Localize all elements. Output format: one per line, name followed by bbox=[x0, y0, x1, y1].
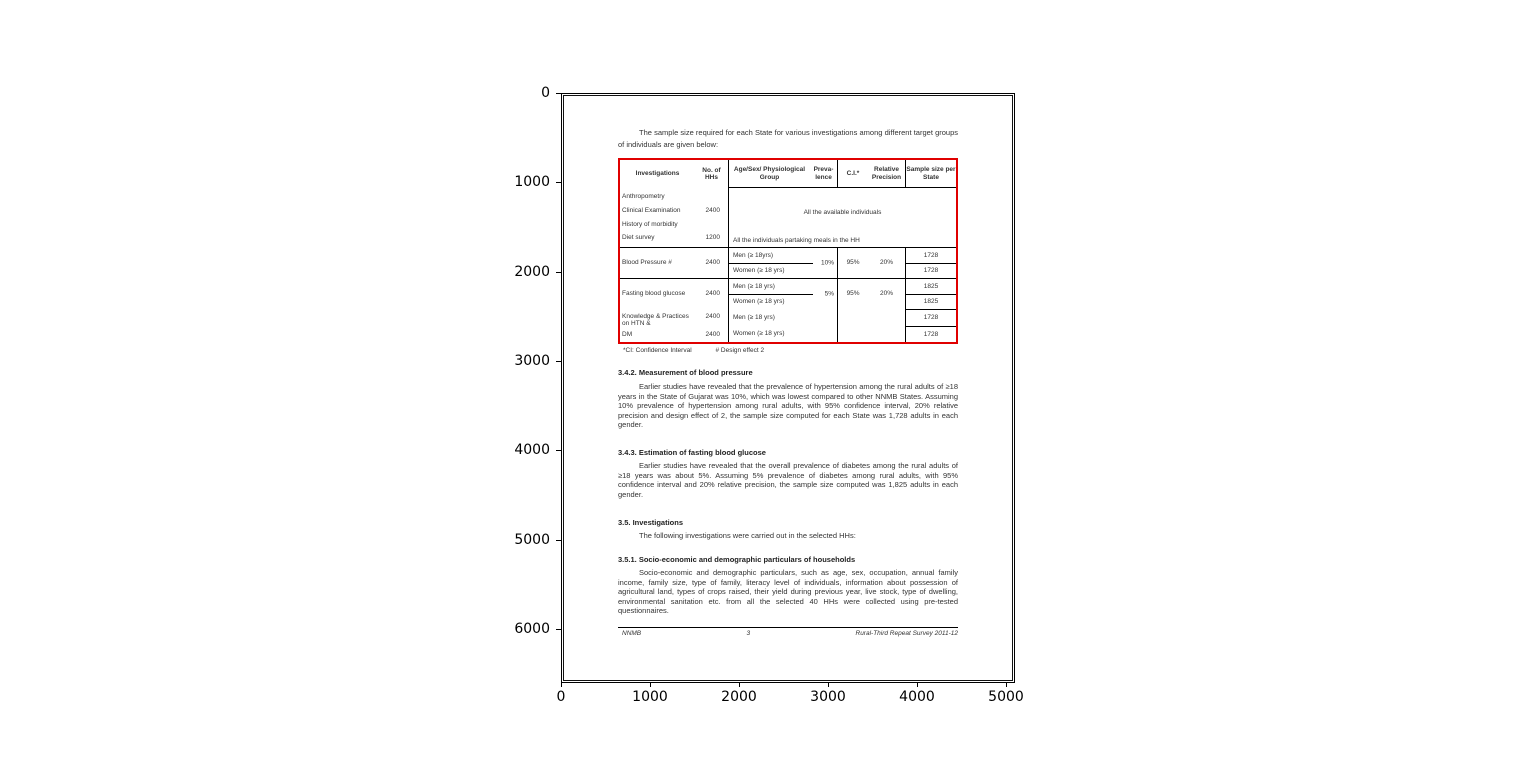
y-tick-label: 5000 bbox=[514, 532, 550, 548]
x-tick-label: 4000 bbox=[899, 689, 935, 705]
header-no-of-hhs: No. of HHs bbox=[702, 166, 721, 181]
x-tick-mark bbox=[917, 683, 918, 687]
men-label: Men (≥ 18 yrs) bbox=[733, 282, 775, 290]
section-body-3-4-2: Earlier studies have revealed that the prevalence of hypertension among the rural adults of ≥18 years in the State of Gujarat was 10%, which was lowest compared to other NNMB States. Assuming 10% prevalence of hypertension among rural adults, with 95% confidence interval, 20% relative precision and design effect of 2, the sample size computed for each State was 1,728 adults in each gender. bbox=[618, 382, 958, 430]
investigation-name: History of morbidity bbox=[622, 220, 678, 228]
bp-prevalence: 10% bbox=[820, 259, 834, 267]
knowledge-ci-precision-cell bbox=[837, 309, 905, 342]
table-header-row bbox=[620, 160, 956, 188]
knowledge-name-cell bbox=[620, 309, 728, 342]
section-heading-3-4-2: 3.4.2. Measurement of blood pressure bbox=[618, 368, 753, 377]
knowledge-sample-cell bbox=[905, 309, 956, 342]
header-ci: C.I.* bbox=[837, 160, 868, 188]
page-footer bbox=[618, 630, 958, 637]
header-sample-size: Sample size per State bbox=[905, 160, 956, 188]
knowledge-age-sex-cell bbox=[728, 309, 837, 342]
row-anthropometry bbox=[620, 193, 728, 200]
knowledge-sample-women: 1728 bbox=[923, 330, 939, 338]
section-body-3-4-3: Earlier studies have revealed that the overall prevalence of diabetes among the rural adults of ≥18 years was about 5%. Assuming 5% prevalence of diabetes among rural adults, with 95% confidence interval and 20% relative precision, the sample size computed was 1,825 adults in each gender. bbox=[618, 461, 958, 499]
fbg-sample-women: 1825 bbox=[923, 298, 939, 306]
investigation-name: Anthropometry bbox=[622, 193, 665, 201]
knowledge-sample-men: 1728 bbox=[906, 309, 956, 327]
hhs-value: 2400 bbox=[705, 312, 720, 320]
investigation-name: Blood Pressure # bbox=[622, 259, 672, 267]
footnote-design-effect: # Design effect 2 bbox=[715, 347, 765, 354]
fbg-ci-precision-cell bbox=[837, 279, 905, 309]
fbg-sample-men: 1825 bbox=[906, 279, 956, 295]
table-row-blood-pressure bbox=[620, 247, 956, 278]
table-footnote bbox=[623, 347, 786, 354]
investigation-name: Diet survey bbox=[622, 234, 655, 242]
men-label: Men (≥ 18 yrs) bbox=[733, 313, 775, 321]
bp-name-cell bbox=[620, 248, 728, 278]
footer-right: Rural-Third Repeat Survey 2011-12 bbox=[855, 630, 958, 637]
knowledge-men-label bbox=[733, 309, 775, 326]
scanned-document-page bbox=[563, 95, 1013, 681]
section-body-3-5: The following investigations were carried out in the selected HHs: bbox=[639, 531, 856, 540]
hhs-value: 2400 bbox=[705, 259, 720, 267]
fbg-prevalence: 5% bbox=[824, 290, 834, 298]
section-body-3-5-1: Socio-economic and demographic particulars, such as age, sex, occupation, annual family income, family size, type of family, literacy level of individuals, information about possession of agricultural land, types of crops raised, their yield during previous year, live stock, type of dwelling, environmental sanitation etc. from all the selected 40 HHs were collected using pre-tested questionnaires. bbox=[618, 568, 958, 616]
fbg-age-sex-cell bbox=[728, 279, 837, 309]
knowledge-women-label bbox=[733, 326, 785, 343]
y-tick-label: 0 bbox=[541, 85, 550, 101]
fbg-ci: 95% bbox=[846, 290, 860, 298]
investigation-name: Knowledge & Practices on HTN & bbox=[622, 312, 689, 328]
bp-men-label bbox=[733, 248, 773, 263]
investigation-name: Clinical Examination bbox=[622, 206, 681, 214]
x-tick-label: 1000 bbox=[632, 689, 668, 705]
footnote-ci: *CI: Confidence Interval bbox=[623, 347, 692, 354]
footer-left: NNMB bbox=[622, 630, 642, 637]
header-prevalence: Preva- lence bbox=[810, 160, 837, 188]
y-tick-label: 1000 bbox=[514, 174, 550, 190]
x-tick-mark bbox=[828, 683, 829, 687]
knowledge-line-1 bbox=[620, 313, 728, 328]
fbg-men-label bbox=[733, 279, 775, 294]
basic-investigations-target-group bbox=[728, 188, 956, 247]
women-label: Women (≥ 18 yrs) bbox=[733, 297, 785, 305]
table-row-fasting-glucose bbox=[620, 278, 956, 309]
investigation-name: Fasting blood glucose bbox=[622, 290, 686, 298]
investigation-name: DM bbox=[622, 330, 633, 338]
table-row-knowledge-practices bbox=[620, 309, 956, 342]
header-relative-precision: Relative Precision bbox=[868, 160, 905, 188]
bp-age-sex-cell bbox=[728, 248, 837, 278]
basic-investigations-names bbox=[620, 188, 728, 247]
y-tick-label: 4000 bbox=[514, 442, 550, 458]
bp-precision: 20% bbox=[880, 259, 894, 267]
header-investigations: Investigations bbox=[635, 170, 680, 178]
bp-ci-precision-cell bbox=[837, 248, 905, 278]
y-tick-label: 3000 bbox=[514, 353, 550, 369]
hhs-value: 2400 bbox=[705, 290, 720, 298]
footer-page-number: 3 bbox=[746, 630, 751, 637]
men-women-divider bbox=[729, 263, 813, 264]
hhs-value: 2400 bbox=[705, 330, 720, 338]
knowledge-line-2 bbox=[620, 331, 728, 338]
bp-women-label bbox=[733, 263, 785, 278]
hhs-value: 2400 bbox=[705, 206, 720, 214]
x-tick-label: 2000 bbox=[721, 689, 757, 705]
section-heading-3-5-1: 3.5.1. Socio-economic and demographic particulars of households bbox=[618, 555, 856, 564]
fbg-sample-cell bbox=[905, 279, 956, 309]
plot-area bbox=[561, 93, 1015, 683]
men-women-divider bbox=[729, 294, 813, 295]
fbg-precision: 20% bbox=[880, 290, 894, 298]
hhs-value: 1200 bbox=[705, 234, 720, 242]
x-tick-label: 0 bbox=[556, 689, 566, 705]
row-diet-survey bbox=[620, 234, 728, 241]
bp-sample-men: 1728 bbox=[906, 248, 956, 264]
men-label: Men (≥ 18yrs) bbox=[733, 251, 774, 259]
women-label: Women (≥ 18 yrs) bbox=[733, 330, 785, 338]
sample-size-table bbox=[618, 158, 958, 344]
row-clinical-examination bbox=[620, 207, 728, 214]
all-available-individuals: All the available individuals bbox=[803, 209, 882, 216]
bp-ci: 95% bbox=[846, 259, 860, 267]
section-heading-3-5: 3.5. Investigations bbox=[618, 518, 684, 527]
intro-paragraph: The sample size required for each State for various investigations among different target groups of individuals are given below: bbox=[618, 128, 958, 149]
all-partaking-individuals: All the individuals partaking meals in the HH bbox=[733, 236, 860, 244]
bp-sample-women: 1728 bbox=[923, 267, 939, 275]
header-age-sex-group: Age/Sex/ Physiological Group bbox=[728, 160, 810, 188]
y-tick-label: 2000 bbox=[514, 264, 550, 280]
fbg-women-label bbox=[733, 294, 785, 309]
footer-rule bbox=[618, 627, 958, 628]
x-tick-label: 3000 bbox=[810, 689, 846, 705]
x-tick-mark bbox=[561, 683, 562, 687]
row-history-of-morbidity bbox=[620, 221, 728, 228]
fbg-name-cell bbox=[620, 279, 728, 309]
x-tick-mark bbox=[1006, 683, 1007, 687]
x-tick-mark bbox=[650, 683, 651, 687]
table-row-group-basic-investigations bbox=[620, 188, 956, 247]
bp-sample-cell bbox=[905, 248, 956, 278]
x-tick-label: 5000 bbox=[988, 689, 1024, 705]
section-heading-3-4-3: 3.4.3. Estimation of fasting blood glucose bbox=[618, 448, 766, 457]
women-label: Women (≥ 18 yrs) bbox=[733, 266, 785, 274]
x-tick-mark bbox=[739, 683, 740, 687]
y-tick-label: 6000 bbox=[514, 621, 550, 637]
